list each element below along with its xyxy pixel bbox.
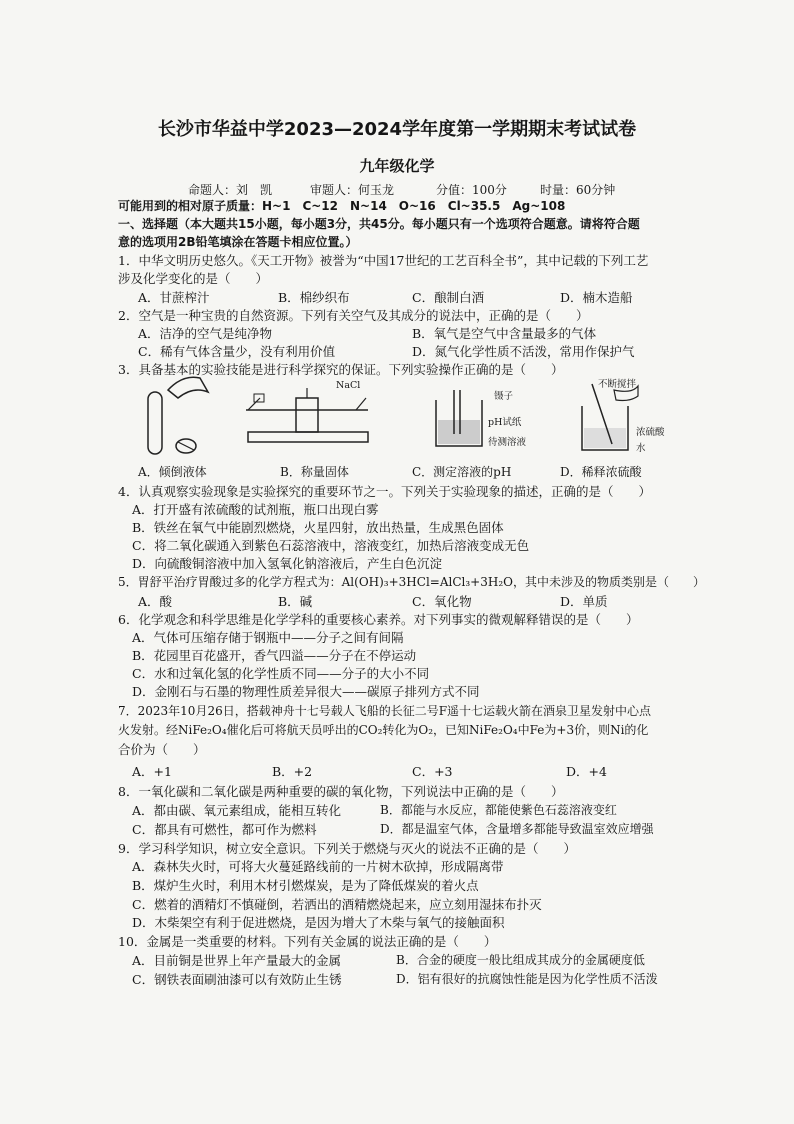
question-4: 4．认真观察实验现象是实验探究的重要环节之一。下列关于实验现象的描述，正确的是（ ） <box>118 484 651 499</box>
figure-dilute-acid <box>572 380 642 456</box>
q3-option-b: B．称量固体 <box>280 465 349 479</box>
q8-option-a: A．都由碳、氧元素组成，能相互转化 <box>132 803 342 818</box>
q7-option-c: C．+3 <box>412 764 453 779</box>
question-1-line2: 涉及化学变化的是（ ） <box>118 271 269 286</box>
ph-paper-label: pH试纸 <box>488 417 522 428</box>
q2-option-d: D．氮气化学性质不活泼，常用作保护气 <box>412 344 635 359</box>
figure-ph-test <box>430 388 490 452</box>
question-6: 6．化学观念和科学思维是化学学科的重要核心素养。对下列事实的微观解释错误的是（ ） <box>118 612 639 627</box>
question-7-line3: 合价为（ ） <box>118 742 206 757</box>
q9-option-b: B．煤炉生火时，利用木材引燃煤炭，是为了降低煤炭的着火点 <box>132 878 479 893</box>
q1-option-a: A．甘蔗榨汁 <box>138 290 210 305</box>
q6-option-a: A．气体可压缩存储于钢瓶中——分子之间有间隔 <box>132 630 404 645</box>
q6-option-d: D．金刚石与石墨的物理性质差异很大——碳原子排列方式不同 <box>132 684 480 699</box>
q2-option-c: C．稀有气体含量少，没有利用价值 <box>138 344 336 359</box>
q10-option-b: B．合金的硬度一般比组成其成分的金属硬度低 <box>396 953 645 967</box>
q9-option-a: A．森林失火时，可将大火蔓延路线前的一片树木砍掉，形成隔离带 <box>132 859 504 874</box>
time-label: 时量：60分钟 <box>540 183 616 197</box>
q4-option-b: B．铁丝在氧气中能剧烈燃烧，火星四射，放出热量，生成黑色固体 <box>132 520 504 535</box>
q4-option-d: D．向硫酸铜溶液中加入氢氧化钠溶液后，产生白色沉淀 <box>132 556 443 571</box>
question-7-line1: 7．2023年10月26日，搭载神舟十七号载人飞船的长征二号F遥十七运载火箭在酒泉卫星发射中心点 <box>118 704 652 718</box>
section-heading-line1: 一、选择题（本大题共15小题，每小题3分，共45分。每小题只有一个选项符合题意。请将符合题 <box>118 217 640 231</box>
q9-option-d: D．木柴架空有利于促进燃烧，是因为增大了木柴与氧气的接触面积 <box>132 915 505 930</box>
q5-option-d: D．单质 <box>560 594 608 609</box>
question-7-line2: 火发射。经NiFe₂O₄催化后可将航天员呼出的CO₂转化为O₂，已知NiFe₂O₄中Fe为+3价，则Ni的化 <box>118 723 649 737</box>
q7-option-b: B．+2 <box>272 764 313 779</box>
stir-label: 不断搅拌 <box>598 379 637 390</box>
conc-acid-label: 浓硫酸 <box>636 427 665 438</box>
q1-option-d: D．楠木造船 <box>560 290 633 305</box>
question-9: 9．学习科学知识，树立安全意识。下列关于燃烧与灭火的说法不正确的是（ ） <box>118 841 576 856</box>
q3-option-d: D．稀释浓硫酸 <box>560 465 642 479</box>
q3-option-c: C．测定溶液的pH <box>412 465 512 479</box>
question-3: 3．具备基本的实验技能是进行科学探究的保证。下列实验操作正确的是（ ） <box>118 362 564 377</box>
q2-option-b: B．氧气是空气中含量最多的气体 <box>412 326 597 341</box>
question-1-line1: 1．中华文明历史悠久。《天工开物》被誉为“中国17世纪的工艺百科全书”，其中记载的下列工艺 <box>118 253 649 268</box>
section-heading-line2: 意的选项用2B铅笔填涂在答题卡相应位置。） <box>118 235 358 249</box>
q10-option-c: C．钢铁表面刷油漆可以有效防止生锈 <box>132 972 342 987</box>
author-label: 命题人：刘 凯 <box>188 183 273 197</box>
q3-option-a: A．倾倒液体 <box>138 465 207 479</box>
score-label: 分值：100分 <box>436 183 507 197</box>
tweezer-label: 镊子 <box>494 391 514 402</box>
atomic-masses: 可能用到的相对原子质量：H~1 C~12 N~14 O~16 Cl~35.5 Ag~108 <box>118 199 566 213</box>
q4-option-a: A．打开盛有浓硫酸的试剂瓶，瓶口出现白雾 <box>132 502 379 517</box>
q2-option-a: A．洁净的空气是纯净物 <box>138 326 273 341</box>
q9-option-c: C．燃着的酒精灯不慎碰倒，若洒出的酒精燃烧起来，应立刻用湿抹布扑灭 <box>132 897 542 912</box>
q1-option-b: B．棉纱织布 <box>278 290 350 305</box>
q7-option-d: D．+4 <box>566 764 607 779</box>
q4-option-c: C．将二氧化碳通入到紫色石蕊溶液中，溶液变红，加热后溶液变成无色 <box>132 538 530 553</box>
q10-option-d: D．铝有很好的抗腐蚀性能是因为化学性质不活泼 <box>396 972 658 986</box>
question-10: 10．金属是一类重要的材料。下列有关金属的说法正确的是（ ） <box>118 934 497 949</box>
q1-option-c: C．酿制白酒 <box>412 290 485 305</box>
figure-pouring-liquid <box>138 372 218 462</box>
q6-option-c: C．水和过氧化氢的化学性质不同——分子的大小不同 <box>132 666 430 681</box>
q5-option-b: B．碱 <box>278 594 313 609</box>
q5-option-c: C．氧化物 <box>412 594 472 609</box>
q8-option-c: C．都具有可燃性，都可作为燃料 <box>132 822 317 837</box>
question-5: 5．胃舒平治疗胃酸过多的化学方程式为：Al(OH)₃+3HCl=AlCl₃+3H₂O，其中未涉及的物质类别是（ ） <box>118 575 705 589</box>
q7-option-a: A．+1 <box>132 764 172 779</box>
q5-option-a: A．酸 <box>138 594 173 609</box>
q10-option-a: A．目前铜是世界上年产量最大的金属 <box>132 953 342 968</box>
q8-option-d: D．都是温室气体，含量增多都能导致温室效应增强 <box>380 822 654 836</box>
exam-title: 长沙市华益中学2023—2024学年度第一学期期末考试试卷 <box>157 119 637 140</box>
question-8: 8．一氧化碳和二氧化碳是两种重要的碳的氧化物，下列说法中正确的是（ ） <box>118 784 564 799</box>
question-2: 2．空气是一种宝贵的自然资源。下列有关空气及其成分的说法中，正确的是（ ） <box>118 308 589 323</box>
nacl-label: NaCl <box>336 380 361 391</box>
q6-option-b: B．花园里百花盛开，香气四溢——分子在不停运动 <box>132 648 417 663</box>
q8-option-b: B．都能与水反应，都能使紫色石蕊溶液变红 <box>380 803 617 817</box>
reviewer-label: 审题人：何玉龙 <box>310 183 395 197</box>
exam-subtitle: 九年级化学 <box>359 157 435 175</box>
water-label: 水 <box>636 443 646 454</box>
test-solution-label: 待测溶液 <box>488 437 527 448</box>
